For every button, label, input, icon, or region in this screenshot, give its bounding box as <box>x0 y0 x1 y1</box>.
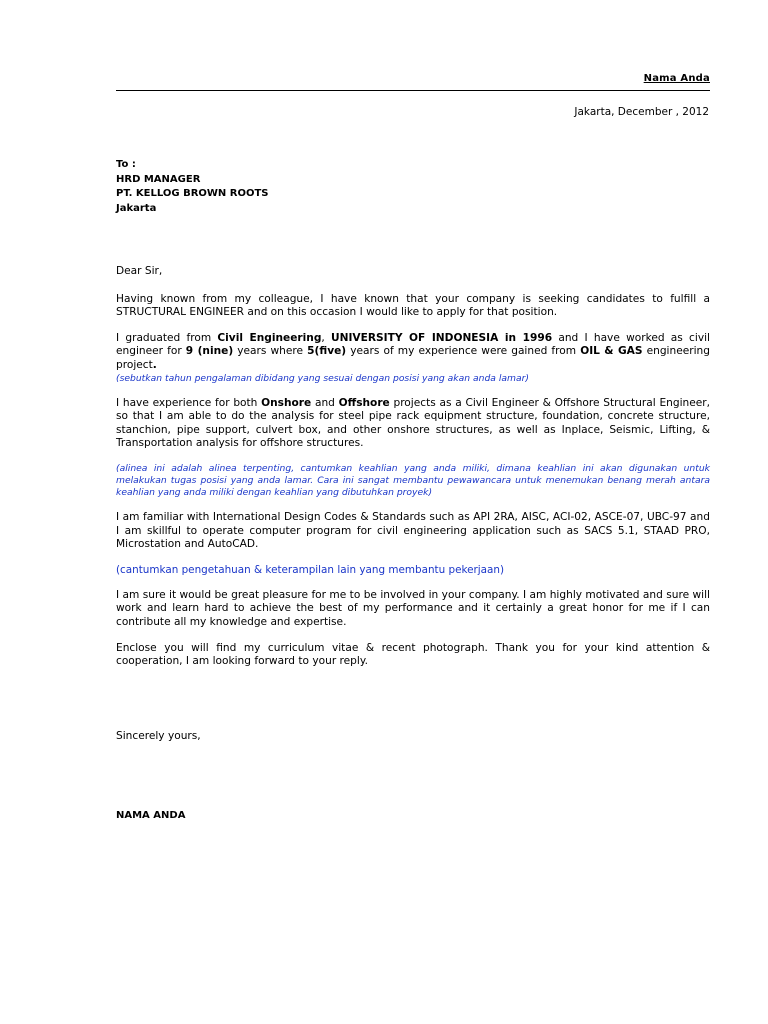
text-segment: years where <box>233 345 308 358</box>
text-segment: years of my experience were gained from <box>346 345 581 358</box>
salutation: Dear Sir, <box>116 265 163 277</box>
text-segment: and <box>311 396 339 409</box>
text-segment: engineering project <box>116 345 710 371</box>
bold-segment: Civil Engineering <box>217 331 322 344</box>
closing: Sincerely yours, <box>116 730 201 742</box>
text-segment: projects as a Civil Engineer & Offshore Structural Engineer, so that I am able to do the analysis for steel pipe rack equipment structure, foundation, concrete structure, stanchion, pipe support, culvert box, and other onshore structures, as well as Inplace, Seismic, Lifting, & Transportation analysis for offshore structures. <box>116 396 710 450</box>
header-divider <box>116 90 710 91</box>
paragraph-standards: I am familiar with International Design Codes & Standards such as API 2RA, AISC, ACI-02, ASCE-07, UBC-97 and I am skillful to operate computer program for civil engineering application such as SACS 5.1, STAAD PRO, Microstation and AutoCAD. <box>116 510 710 551</box>
text-segment: , <box>321 331 332 344</box>
letter-date: Jakarta, December , 2012 <box>574 106 709 118</box>
paragraph-motivation: I am sure it would be great pleasure for me to be involved in your company. I am highly motivated and sure will work and learn hard to achieve the best of my performance and it certainly a great honor for me if I can contribute all my knowledge and expertise. <box>116 588 710 628</box>
bold-segment: Offshore <box>338 396 390 409</box>
recipient-position: HRD MANAGER <box>116 173 201 185</box>
paragraph-enclosure: Enclose you will find my curriculum vitae & recent photograph. Thank you for your kind attention & cooperation, I am looking forward to your reply. <box>116 641 710 668</box>
recipient-to-label: To : <box>116 159 136 170</box>
recipient-city: Jakarta <box>116 202 157 214</box>
paragraph-experience <box>116 397 710 451</box>
paragraph-intro: Having known from my colleague, I have known that your company is seeking candidates to fulfill a STRUCTURAL ENGINEER and on this occasion I would like to apply for that position. <box>116 292 710 319</box>
bold-segment: 9 (nine) <box>185 345 234 358</box>
text-segment: I graduated from <box>116 331 218 344</box>
header-name: Nama Anda <box>643 73 710 84</box>
bold-segment: UNIVERSITY OF INDONESIA in 1996 <box>331 331 553 344</box>
paragraph-education <box>116 332 710 373</box>
bold-segment: OIL & GAS <box>580 345 643 358</box>
note-other-skills: (cantumkan pengetahuan & keterampilan lain yang membantu pekerjaan) <box>116 563 505 576</box>
recipient-block <box>116 158 269 216</box>
recipient-company: PT. KELLOG BROWN ROOTS <box>116 188 269 199</box>
signature-name: NAMA ANDA <box>116 810 186 821</box>
bold-segment: . <box>152 358 157 371</box>
text-segment: I have experience for both <box>116 396 262 409</box>
note-experience: (sebutkan tahun pengalaman dibidang yang sesuai dengan posisi yang akan anda lamar) <box>116 372 529 384</box>
letter-body <box>116 265 710 669</box>
bold-segment: 5(five) <box>307 345 347 358</box>
bold-segment: Onshore <box>261 396 312 409</box>
note-skills: (alinea ini adalah alinea terpenting, cantumkan keahlian yang anda miliki, dimana keahlian ini akan digunakan untuk melakukan tugas posisi yang anda lamar. Cara ini sangat membantu pewawancara untuk menemukan benang merah antara keahlian yang anda miliki dengan keahlian yang dibutuhkan proyek) <box>116 462 710 498</box>
text-segment: and I have worked as civil engineer for <box>116 331 710 358</box>
